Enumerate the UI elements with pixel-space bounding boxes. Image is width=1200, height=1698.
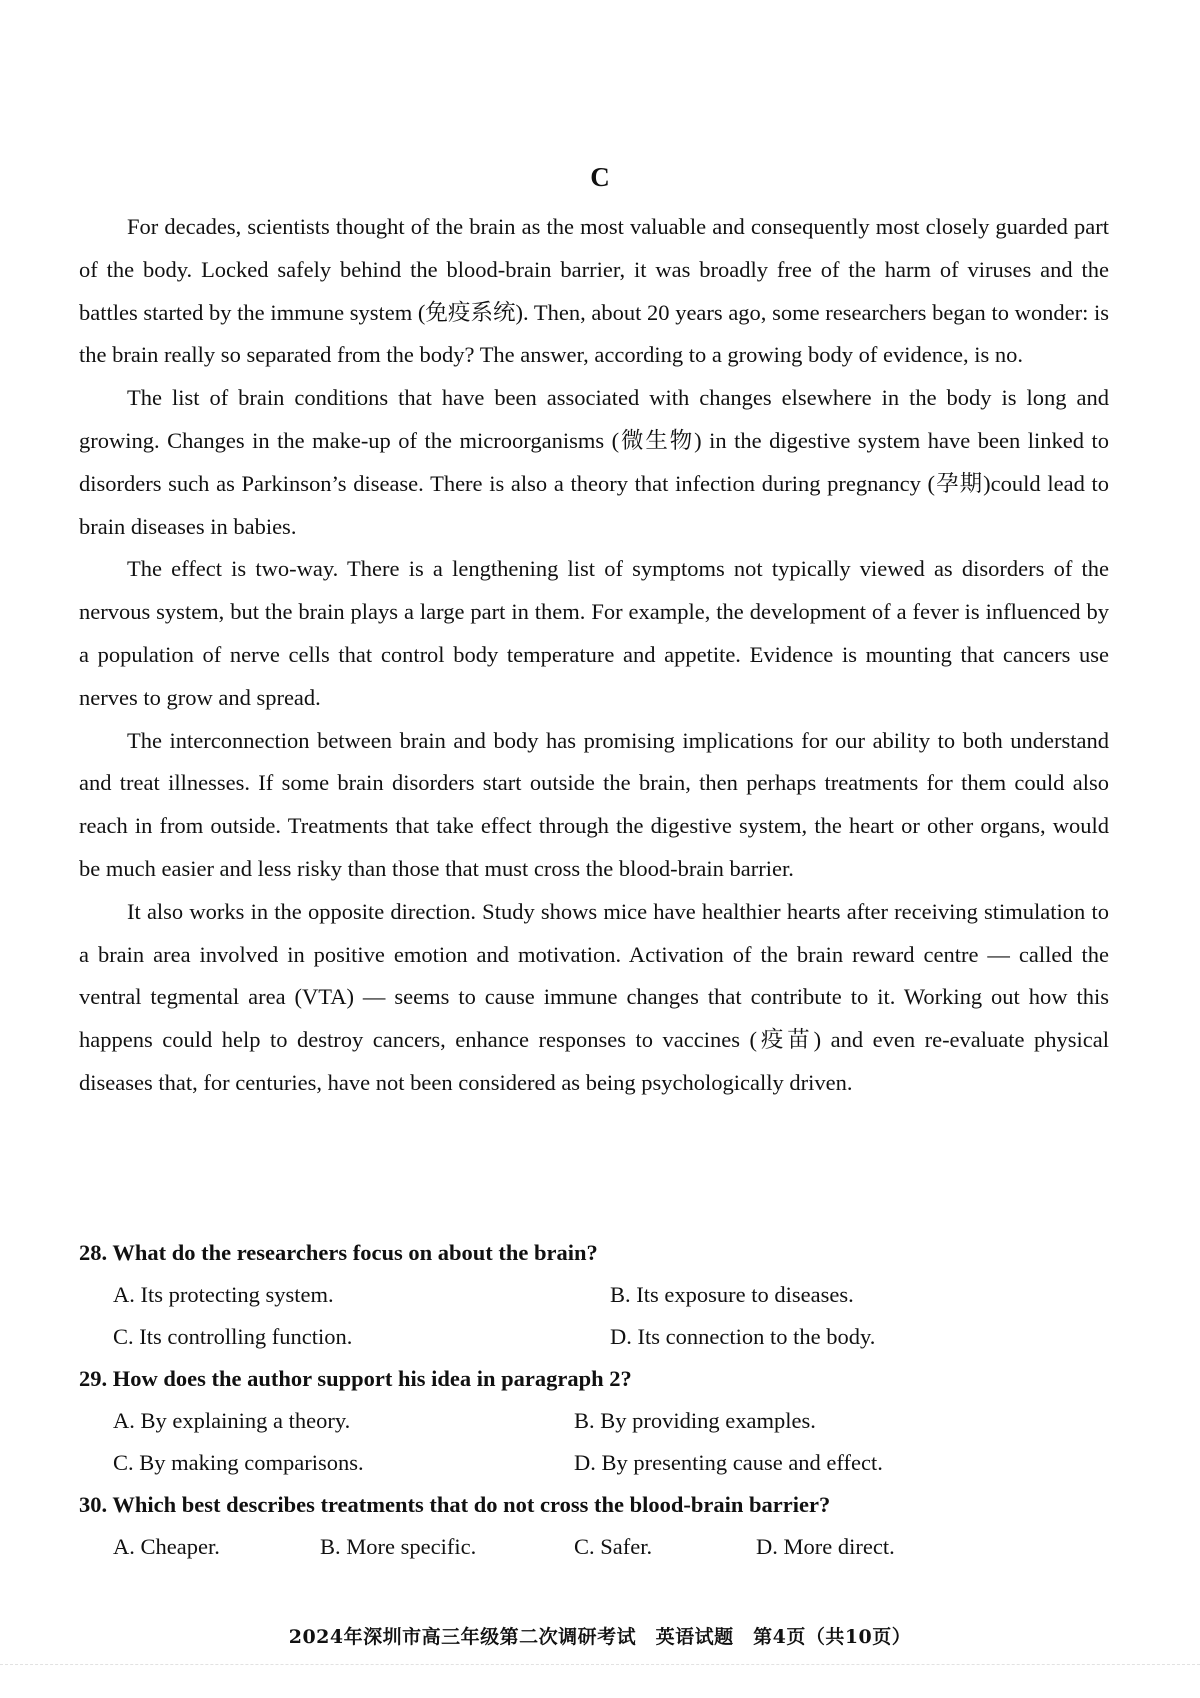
- option-row: [79, 1316, 1109, 1358]
- option-row: [79, 1274, 1109, 1316]
- option-row: [79, 1526, 1109, 1568]
- divider: [0, 1664, 1200, 1665]
- page-footer: 2024年深圳市高三年级第二次调研考试 英语试题 第4页（共10页）: [288, 1626, 912, 1648]
- option-d[interactable]: D. Its connection to the body.: [610, 1324, 876, 1349]
- passage-paragraph: The interconnection between brain and body has promising implications for our ability to both understand and treat illnesses. If some brain disorders start outside the brain, then perhaps treatments for them could also reach in from outside. Treatments that take effect through the digestive system, the heart or other organs, would be much easier and less risky than those that must cross the blood-brain barrier.: [79, 727, 1109, 881]
- option-row: [79, 1400, 1109, 1442]
- passage-paragraph: For decades, scientists thought of the brain as the most valuable and consequently most closely guarded part of the body. Locked safely behind the blood-brain barrier, it was broadly free of the harm of viruses and the battles started by the immune system (免疫系统). Then, about 20 years ago, some researchers began to wonder: is the brain really so separated from the body? The answer, according to a growing body of evidence, is no.: [79, 214, 1109, 368]
- option-c[interactable]: C. Safer.: [574, 1534, 653, 1559]
- option-b[interactable]: B. By providing examples.: [574, 1408, 816, 1433]
- question-list: [79, 1232, 1109, 1568]
- passage-paragraph: It also works in the opposite direction. Study shows mice have healthier hearts after receiving stimulation to a brain area involved in positive emotion and motivation. Activation of the brain reward centre — called the ventral tegmental area (VTA) — seems to cause immune changes that contribute to it. Working out how this happens could help to destroy cancers, enhance responses to vaccines (疫苗) and even re-evaluate physical diseases that, for centuries, have not been considered as being psychologically driven.: [79, 898, 1109, 1095]
- passage-paragraph: The effect is two-way. There is a lengthening list of symptoms not typically viewed as disorders of the nervous system, but the brain plays a large part in them. For example, the development of a fever is influenced by a population of nerve cells that control body temperature and appetite. Evidence is mounting that cancers use nerves to grow and spread.: [79, 556, 1109, 710]
- option-d[interactable]: D. By presenting cause and effect.: [574, 1450, 883, 1475]
- question-stem: 28. What do the researchers focus on about the brain?: [79, 1240, 598, 1265]
- question-28: [79, 1232, 1109, 1358]
- option-c[interactable]: C. Its controlling function.: [113, 1324, 353, 1349]
- option-a[interactable]: A. Its protecting system.: [113, 1282, 334, 1307]
- passage-paragraph: The list of brain conditions that have been associated with changes elsewhere in the body is long and growing. Changes in the make-up of the microorganisms (微生物) in the digestive system have been linked to disorders such as Parkinson’s disease. There is also a theory that infection during pregnancy (孕期)could lead to brain diseases in babies.: [79, 385, 1109, 539]
- question-29: [79, 1358, 1109, 1484]
- reading-passage: [79, 206, 1109, 1105]
- option-a[interactable]: A. Cheaper.: [113, 1534, 220, 1559]
- question-30: [79, 1484, 1109, 1568]
- option-b[interactable]: B. Its exposure to diseases.: [610, 1282, 854, 1307]
- option-d[interactable]: D. More direct.: [756, 1534, 895, 1559]
- section-heading: C: [590, 162, 610, 192]
- option-row: [79, 1442, 1109, 1484]
- option-b[interactable]: B. More specific.: [320, 1534, 477, 1559]
- option-a[interactable]: A. By explaining a theory.: [113, 1408, 351, 1433]
- question-stem: 29. How does the author support his idea in paragraph 2?: [79, 1366, 632, 1391]
- question-stem: 30. Which best describes treatments that do not cross the blood-brain barrier?: [79, 1492, 831, 1517]
- option-c[interactable]: C. By making comparisons.: [113, 1450, 364, 1475]
